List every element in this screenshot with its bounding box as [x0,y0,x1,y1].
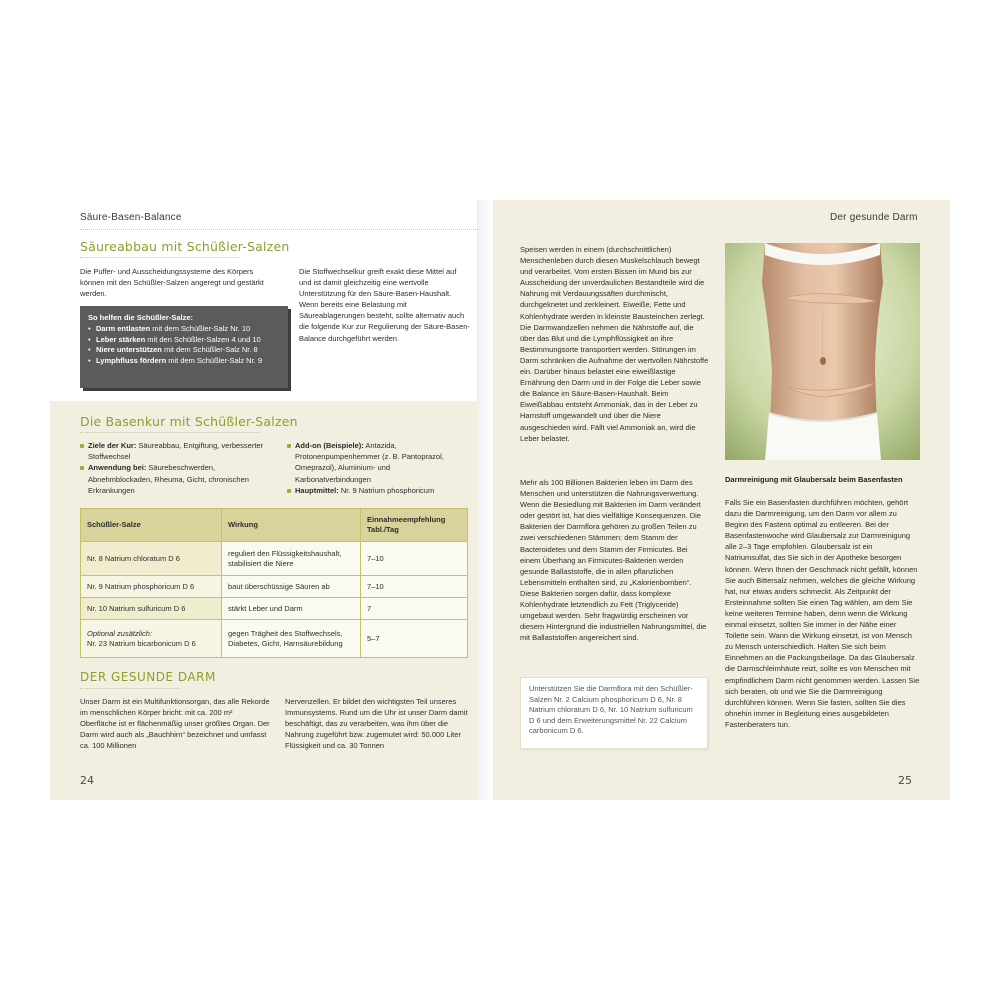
page-gutter [477,200,493,800]
table-row [81,576,468,598]
schuessler-table [80,508,468,658]
table-row [81,598,468,620]
bullet-item: Hauptmittel: Nr. 9 Natrium phosphoricum [287,485,467,496]
info-box-item: • Darm entlasten mit dem Schüßler-Salz Nr. 10 [96,324,288,335]
table-cell: 7 [361,598,468,620]
belly-photo-image [725,243,920,460]
table-row [81,620,468,658]
intro-paragraph-right: Die Stoffwechselkur greift exakt diese Mittel auf und ist damit gleichzeitig eine wertvolle Unterstützung für den Säure-Basen-Haushalt. Wenn bereits eine Belastung mit Säureablagerungen besteht, sollte alternativ auch die folgende Kur zur Regulierung der Säure-Basen-Balance durchgeführt werden. [299,267,470,343]
bullet-item: Add-on (Beispiele): Antazida, Protonenpumpenhemmer (z. B. Pantoprazol, Omeprazol), Aluminium- und Karbonatverbindungen [287,440,467,485]
title-underline [80,688,180,689]
intro-paragraph-left: Die Puffer- und Ausscheidungssysteme des Körpers können mit den Schüßler-Salzen angeregt und gestärkt werden. [80,267,264,299]
left-running-head: Säure-Basen-Balance [80,212,182,223]
table-row [81,542,468,576]
tip-text: Unterstützen Sie die Darmflora mit den Schüßler-Salzen Nr. 2 Calcium phosphoricum D 6, Nr. 8 Natrium chloratum D 6, Nr. 10 Natrium sulfuricum D 6 und dem Erweiterungsmittel Nr. 22 Calcium carbonicum D 6. [529,684,693,735]
basenkur-bullets-right [287,440,467,496]
title-underline [80,257,240,258]
info-box-item: • Niere unterstützen mit dem Schüßler-Salz Nr. 8 [96,345,288,356]
darm-paragraph-left: Unser Darm ist ein Multifunktionsorgan, das alle Rekorde im menschlichen Körper bricht: mit ca. 200 m² Oberfläche ist er flächenmäßig unser größtes Organ. Der Darm wird auch als „Bauchhirn“ bezeichnet und umfasst ca. 100 Millionen [80,697,270,751]
info-box-item: • Lymphfluss fördern mit dem Schüßler-Salz Nr. 9 [96,356,288,367]
darm-body-text-2: Mehr als 100 Billionen Bakterien leben im Darm des Menschen und unterstützen die Nahrungsverwertung. Wenn die Besiedlung mit Bakterien im Darm verändert oder gestört ist, hat dies vielfältige Konsequenzen. Die Bakterien der Darmflora gehören zu großen Teilen zu zwei verschiedenen Stämmen: dem Stamm der Bacteroidetes und dem Stamm der Firmicutes. Bei einem Überhang an Firmicutes-Bakterien werden gesunde Ballaststoffe, die in allen pflanzlichen Lebensmitteln enthalten sind, zu „Kalorienbomben“. Diese Bakterien sorgen dafür, dass komplexe Kohlenhydrate letztendlich zu Fett (Triglyceride) umgebaut werden. Sehr fragwürdig erscheinen vor diesem Hintergrund die industriellen Nahrungsmittel, die mit Ballaststoffen angereichert sind. [520,478,707,643]
table-header-row [81,509,468,542]
section-title-saeureabbau: Säureabbau mit Schüßler-Salzen [80,239,290,254]
table-cell: 5–7 [361,620,468,658]
table-cell: Nr. 8 Natrium chloratum D 6 [81,542,222,576]
table-cell: gegen Trägheit des Stoffwechsels, Diabetes, Gicht, Harnsäurebildung [222,620,361,658]
info-box-item: • Leber stärken mit den Schüßler-Salzen 4 und 10 [96,335,288,346]
table-header: Wirkung [222,509,361,542]
table-cell: Optional zusätzlich: Nr. 23 Natrium bicarbonicum D 6 [81,620,222,658]
title-underline [80,432,260,433]
glaubersalz-heading: Darmreinigung mit Glaubersalz beim Basenfasten [725,475,903,484]
schuessler-info-box [80,306,288,388]
glaubersalz-paragraph: Falls Sie ein Basenfasten durchführen möchten, gehört dazu die Darmreinigung, um den Darm vor allem zu Beginn des Fastens optimal zu entleeren. Bei der Basenfastenwoche wird Glaubersalz zur Darmreinigung alle 2–3 Tage empfohlen. Glaubersalz ist ein Natriumsulfat, das Sie sich in der Apotheke besorgen können. Wenn Ihnen der Geschmack nicht gefällt, können Sie auch Bittersalz nehmen, welches die gleiche Wirkung hat, nur etwas anders schmeckt. Als Zeitpunkt der Ersteinnahme sollten Sie einen Tag wählen, am dem Sie keine weiteren Termine haben, denn wenn die Wirkung einmal einsetzt, sollten Sie immer in der Nähe einer Toilette sein. Wann die Wirkung einsetzt, ist von Mensch zu Mensch unterschiedlich. Halten Sie sich beim Einnehmen an die Packungsbeilage. Da das Glaubersalz die Darmschleimhäute reizt, sollte es von Menschen mit empfindlichem Darm nicht genommen werden. Lassen Sie sich beraten, ob und wie Sie die Darmreinigung durchführen können. Wenn Sie fasten, sollten Sie dies ohnehin immer in Begleitung eines ausgebildeten Fastenberaters tun. [725,498,920,729]
section-title-darm: DER GESUNDE DARM [80,670,216,684]
darm-body-text-1: Speisen werden in einem (durchschnittlichen) Menschenleben durch diesen Muskelschlauch bewegt und verarbeitet. Vom ersten Bissen im Mund bis zur Ausscheidung der unverdaulichen Bestandteile wird die Nahrung mit Verdauungssäften durchmischt, durchgeknetet und zerkleinert. Eiweiße, Fette und Kohlenhydrate werden in kleinste Bausteinchen zerlegt. Die Darmwandzellen nehmen die Nährstoffe auf, die über das Blut und die Lymphflüssigkeit an ihre Bestimmungsorte transportiert werden. Störungen im Darm schränken die Aufnahme der wertvollen Nährstoffe ein. Darüber hinaus belastet eine eiweißlastige Ernährung den Darm und in der Folge die Leber sowie die Balance im Säure-Basen-Haushalt. Beim Eiweißabbau entsteht Ammoniak, das in der Leber zu Harnstoff umgewandelt und über die Niere ausgeschieden wird. Fällt viel Ammoniak an, wird die Leber belastet. [520,245,709,443]
table-cell: Nr. 9 Natrium phosphoricum D 6 [81,576,222,598]
darmflora-tip-box [520,677,708,749]
bullet-item: Ziele der Kur: Säureabbau, Entgiftung, verbesserter Stoffwechsel [80,440,270,462]
table-header: Einnahmeempfehlung Tabl./Tag [361,509,468,542]
table-cell: baut überschüssige Säuren ab [222,576,361,598]
darm-paragraph-right: Nervenzellen. Er bildet den wichtigsten Teil unseres Immunsystems. Rund um die Uhr ist unser Darm damit beschäftigt, das zu verarbeiten, was ihm über die Nahrung zugeführt bzw. zugemutet wird: 50.000 Liter Flüssigkeit und ca. 30 Tonnen [285,697,468,751]
table-header: Schüßler-Salze [81,509,222,542]
right-running-head: Der gesunde Darm [830,212,918,223]
belly-photo [725,243,920,460]
bullet-item: Anwendung bei: Säurebeschwerden, Abnehmblockaden, Rheuma, Gicht, chronischen Erkrankungen [80,462,270,496]
basenkur-bullets-left [80,440,270,496]
table-cell: 7–10 [361,576,468,598]
page-number-right: 25 [898,774,912,787]
table-cell: 7–10 [361,542,468,576]
table-cell: stärkt Leber und Darm [222,598,361,620]
table-cell: Nr. 10 Natrium sulfuricum D 6 [81,598,222,620]
info-box-title: So helfen die Schüßler-Salze: [88,313,194,322]
head-rule [80,229,478,230]
table-cell: reguliert den Flüssigkeitshaushalt, stabilisiert die Niere [222,542,361,576]
page-number-left: 24 [80,774,94,787]
section-title-basenkur: Die Basenkur mit Schüßler-Salzen [80,414,298,429]
